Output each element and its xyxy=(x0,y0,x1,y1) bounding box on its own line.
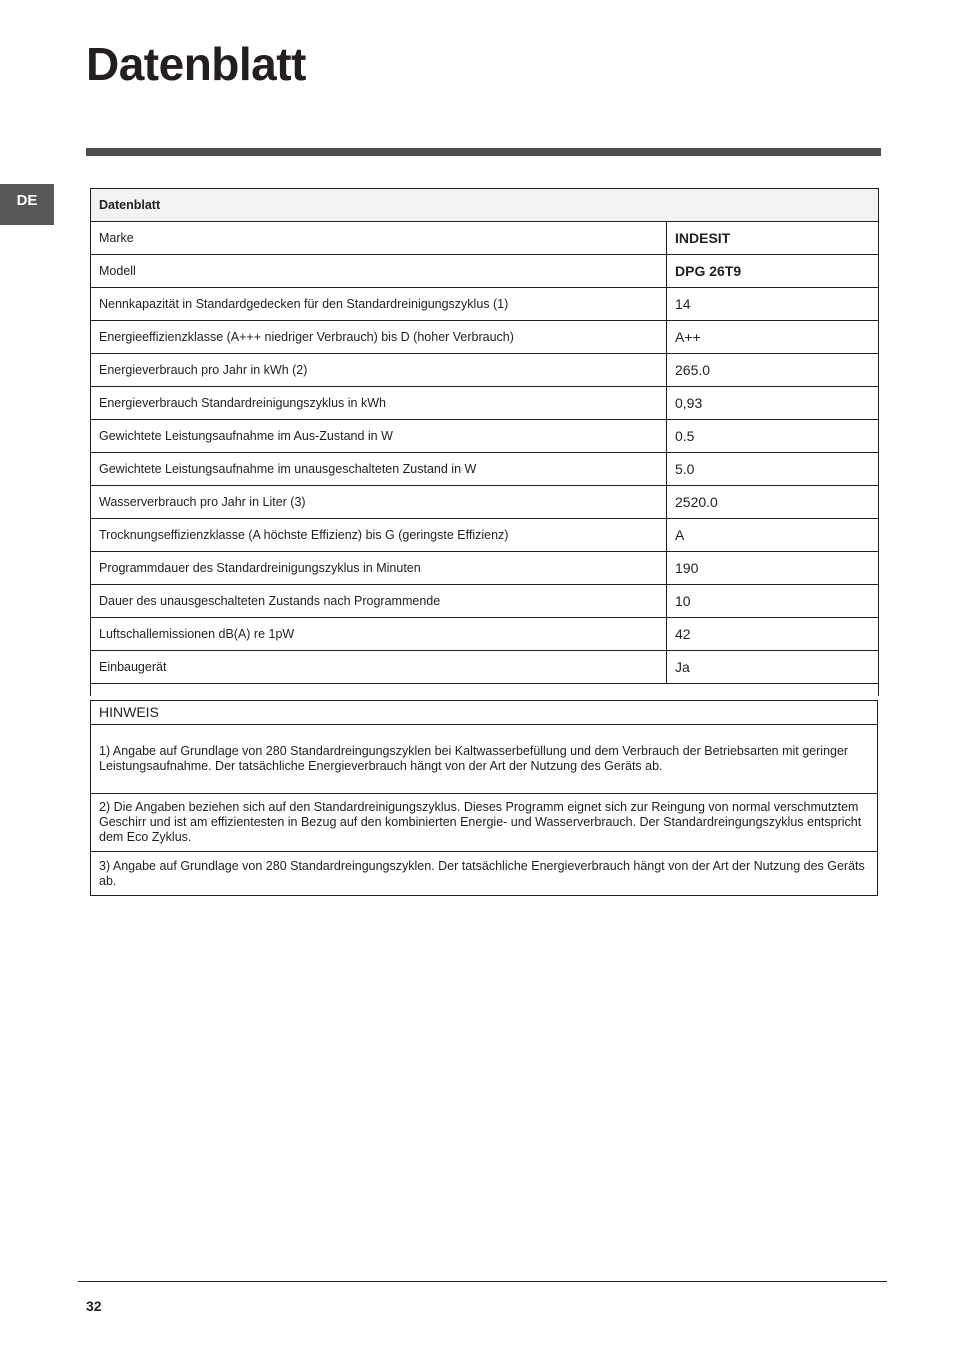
page-number: 32 xyxy=(86,1298,102,1314)
row-value: A xyxy=(667,519,879,552)
table-row xyxy=(91,453,879,486)
row-label: Nennkapazität in Standardgedecken für den Standardreinigungszyklus (1) xyxy=(91,288,667,321)
row-label: Modell xyxy=(91,255,667,288)
note-text: 2) Die Angaben beziehen sich auf den Standardreinigungszyklus. Dieses Programm eignet sich zur Reingung von normal verschmutztem Geschirr und ist am effizientesten in Bezug auf den kombinierten Energie- und Wasserverbrauch. Der Standardreingungszyklus entspricht dem Eco Zyklus. xyxy=(91,794,878,852)
note-row xyxy=(91,852,878,896)
language-tab xyxy=(0,184,54,225)
table-row xyxy=(91,585,879,618)
row-value: 5.0 xyxy=(667,453,879,486)
notes-heading: HINWEIS xyxy=(91,701,878,725)
table-spacer xyxy=(91,684,879,697)
table-spacer-row xyxy=(91,684,879,697)
note-row xyxy=(91,725,878,794)
footer-divider xyxy=(78,1281,887,1282)
table-row xyxy=(91,222,879,255)
row-label: Energieeffizienzklasse (A+++ niedriger Verbrauch) bis D (hoher Verbrauch) xyxy=(91,321,667,354)
row-label: Energieverbrauch pro Jahr in kWh (2) xyxy=(91,354,667,387)
notes-heading-row xyxy=(91,701,878,725)
row-value: 14 xyxy=(667,288,879,321)
row-value: DPG 26T9 xyxy=(667,255,879,288)
row-label: Dauer des unausgeschalteten Zustands nach Programmende xyxy=(91,585,667,618)
table-row xyxy=(91,651,879,684)
row-value: Ja xyxy=(667,651,879,684)
table-row xyxy=(91,420,879,453)
row-value: INDESIT xyxy=(667,222,879,255)
page-title: Datenblatt xyxy=(86,38,306,90)
row-value: 0.5 xyxy=(667,420,879,453)
table-header: Datenblatt xyxy=(91,189,879,222)
row-label: Wasserverbrauch pro Jahr in Liter (3) xyxy=(91,486,667,519)
datasheet-table xyxy=(90,188,879,696)
table-row xyxy=(91,255,879,288)
note-text: 1) Angabe auf Grundlage von 280 Standardreingungszyklen bei Kaltwasserbefüllung und dem Verbrauch der Betriebsarten mit geringer Leistungsaufnahme. Der tatsächliche Energieverbrauch hängt von der Art der Nutzung des Geräts ab. xyxy=(91,725,878,794)
row-label: Programmdauer des Standardreinigungszyklus in Minuten xyxy=(91,552,667,585)
row-value: 265.0 xyxy=(667,354,879,387)
row-label: Luftschallemissionen dB(A) re 1pW xyxy=(91,618,667,651)
table-row xyxy=(91,387,879,420)
title-divider xyxy=(86,148,881,156)
row-label: Marke xyxy=(91,222,667,255)
table-header-row xyxy=(91,189,879,222)
note-row xyxy=(91,794,878,852)
row-label: Einbaugerät xyxy=(91,651,667,684)
table-row xyxy=(91,486,879,519)
table-row xyxy=(91,354,879,387)
row-value: 10 xyxy=(667,585,879,618)
table-row xyxy=(91,321,879,354)
row-label: Trocknungseffizienzklasse (A höchste Effizienz) bis G (geringste Effizienz) xyxy=(91,519,667,552)
note-text: 3) Angabe auf Grundlage von 280 Standardreingungszyklen. Der tatsächliche Energieverbrauch hängt von der Art der Nutzung des Geräts ab. xyxy=(91,852,878,896)
table-row xyxy=(91,618,879,651)
row-value: 190 xyxy=(667,552,879,585)
table-row xyxy=(91,519,879,552)
row-value: 0,93 xyxy=(667,387,879,420)
language-tab-label: DE xyxy=(16,192,38,209)
row-label: Energieverbrauch Standardreinigungszyklus in kWh xyxy=(91,387,667,420)
row-value: 2520.0 xyxy=(667,486,879,519)
row-value: A++ xyxy=(667,321,879,354)
row-label: Gewichtete Leistungsaufnahme im Aus-Zustand in W xyxy=(91,420,667,453)
notes-table xyxy=(90,700,878,896)
row-value: 42 xyxy=(667,618,879,651)
table-row xyxy=(91,288,879,321)
table-row xyxy=(91,552,879,585)
row-label: Gewichtete Leistungsaufnahme im unausgeschalteten Zustand in W xyxy=(91,453,667,486)
